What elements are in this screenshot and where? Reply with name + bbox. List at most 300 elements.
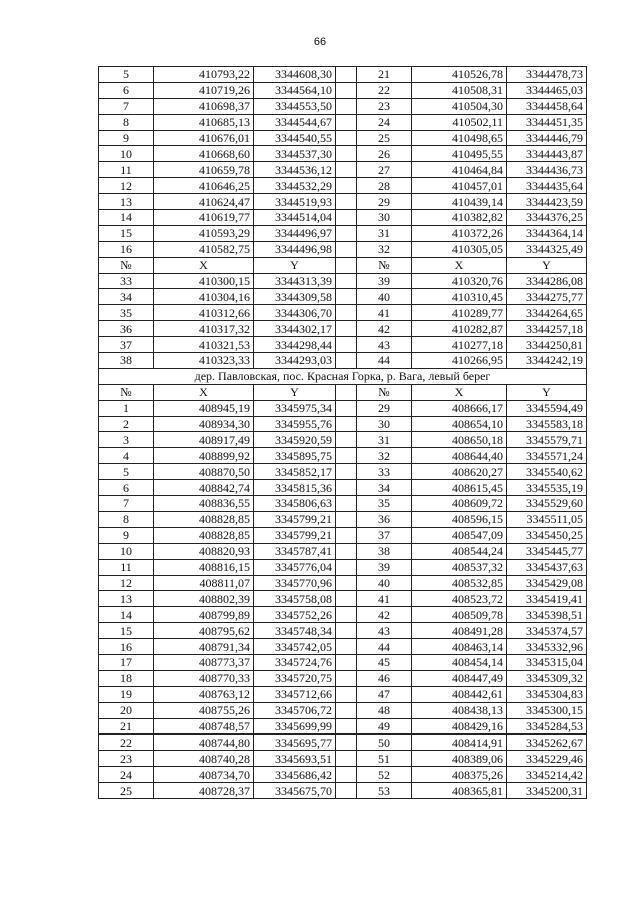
x-coordinate: 408509,78 [412, 607, 507, 623]
x-coordinate: 408666,17 [412, 400, 507, 416]
table-row [99, 210, 587, 226]
y-coordinate: 3344514,04 [254, 210, 336, 226]
table-row [99, 623, 587, 639]
x-coordinate: 410304,16 [154, 289, 254, 305]
gap-cell [336, 543, 357, 559]
gap-cell [336, 527, 357, 543]
y-coordinate: 3344325,49 [507, 241, 587, 257]
y-coordinate: 3345815,36 [254, 480, 336, 496]
point-number: 39 [357, 273, 412, 289]
point-number: 15 [99, 623, 154, 639]
point-number: 16 [99, 639, 154, 655]
x-coordinate: 408438,13 [412, 702, 507, 718]
table-row [99, 702, 587, 718]
x-coordinate: 410372,26 [412, 225, 507, 241]
y-coordinate: 3345852,17 [254, 464, 336, 480]
x-coordinate: 410698,37 [154, 98, 254, 114]
y-coordinate: 3344275,77 [507, 289, 587, 305]
x-coordinate: 408842,74 [154, 480, 254, 496]
x-coordinate: 410582,75 [154, 241, 254, 257]
point-number: 51 [357, 751, 412, 767]
y-coordinate: 3344250,81 [507, 337, 587, 353]
x-coordinate: 410439,14 [412, 194, 507, 210]
table-row [99, 767, 587, 783]
y-coordinate: 3344376,25 [507, 210, 587, 226]
y-coordinate: 3345300,15 [507, 702, 587, 718]
table-row [99, 305, 587, 321]
point-number: 31 [357, 432, 412, 448]
point-number: 40 [357, 289, 412, 305]
point-number: 24 [357, 114, 412, 130]
x-coordinate: 408447,49 [412, 670, 507, 686]
point-number: 35 [99, 305, 154, 321]
x-coordinate: 410457,01 [412, 178, 507, 194]
x-coordinate: 410495,55 [412, 146, 507, 162]
x-coordinate: 410320,76 [412, 273, 507, 289]
gap-cell [336, 114, 357, 130]
point-number: 14 [99, 210, 154, 226]
y-coordinate: 3345398,51 [507, 607, 587, 623]
table-row [99, 194, 587, 210]
y-coordinate: 3345776,04 [254, 559, 336, 575]
y-coordinate: 3345284,53 [507, 718, 587, 734]
gap-cell [336, 67, 357, 83]
table-row [99, 114, 587, 130]
header-num: № [99, 384, 154, 400]
gap-cell [336, 575, 357, 591]
x-coordinate: 408609,72 [412, 496, 507, 512]
y-coordinate: 3345752,26 [254, 607, 336, 623]
point-number: 13 [99, 194, 154, 210]
y-coordinate: 3345262,67 [507, 734, 587, 750]
x-coordinate: 408791,34 [154, 639, 254, 655]
gap-cell [336, 496, 357, 512]
point-number: 8 [99, 114, 154, 130]
point-number: 53 [357, 783, 412, 799]
point-number: 44 [357, 353, 412, 369]
point-number: 34 [357, 480, 412, 496]
y-coordinate: 3344451,35 [507, 114, 587, 130]
point-number: 44 [357, 639, 412, 655]
point-number: 32 [357, 448, 412, 464]
gap-cell [336, 432, 357, 448]
gap-cell [336, 686, 357, 702]
point-number: 23 [99, 751, 154, 767]
y-coordinate: 3345695,77 [254, 734, 336, 750]
table-row [99, 98, 587, 114]
point-number: 48 [357, 702, 412, 718]
x-coordinate: 410266,95 [412, 353, 507, 369]
table-row [99, 686, 587, 702]
x-coordinate: 408917,49 [154, 432, 254, 448]
point-number: 6 [99, 480, 154, 496]
y-coordinate: 3345712,66 [254, 686, 336, 702]
y-coordinate: 3344496,97 [254, 225, 336, 241]
gap-cell [336, 607, 357, 623]
x-coordinate: 410685,13 [154, 114, 254, 130]
y-coordinate: 3345806,63 [254, 496, 336, 512]
x-coordinate: 410624,47 [154, 194, 254, 210]
header-x: X [412, 257, 507, 273]
header-y: Y [507, 257, 587, 273]
point-number: 41 [357, 305, 412, 321]
point-number: 27 [357, 162, 412, 178]
point-number: 21 [99, 718, 154, 734]
y-coordinate: 3345229,46 [507, 751, 587, 767]
gap-cell [336, 480, 357, 496]
y-coordinate: 3345706,72 [254, 702, 336, 718]
x-coordinate: 410508,31 [412, 82, 507, 98]
x-coordinate: 408773,37 [154, 654, 254, 670]
table-row [99, 527, 587, 543]
x-coordinate: 410310,45 [412, 289, 507, 305]
y-coordinate: 3344540,55 [254, 130, 336, 146]
header-row [99, 257, 587, 273]
y-coordinate: 3345535,19 [507, 480, 587, 496]
y-coordinate: 3344537,30 [254, 146, 336, 162]
point-number: 35 [357, 496, 412, 512]
table-row [99, 654, 587, 670]
gap-cell [336, 353, 357, 369]
point-number: 30 [357, 416, 412, 432]
point-number: 33 [99, 273, 154, 289]
y-coordinate: 3345309,32 [507, 670, 587, 686]
gap-cell [336, 718, 357, 734]
gap-cell [336, 178, 357, 194]
table-row [99, 241, 587, 257]
y-coordinate: 3344532,29 [254, 178, 336, 194]
point-number: 19 [99, 686, 154, 702]
y-coordinate: 3345955,76 [254, 416, 336, 432]
x-coordinate: 410646,25 [154, 178, 254, 194]
table-row [99, 416, 587, 432]
gap-cell [336, 321, 357, 337]
x-coordinate: 410668,60 [154, 146, 254, 162]
x-coordinate: 410382,82 [412, 210, 507, 226]
point-number: 50 [357, 734, 412, 750]
x-coordinate: 408491,28 [412, 623, 507, 639]
table-row [99, 607, 587, 623]
header-y: Y [254, 384, 336, 400]
header-row [99, 384, 587, 400]
x-coordinate: 410321,53 [154, 337, 254, 353]
y-coordinate: 3344496,98 [254, 241, 336, 257]
x-coordinate: 408934,30 [154, 416, 254, 432]
x-coordinate: 408654,10 [412, 416, 507, 432]
x-coordinate: 408728,37 [154, 783, 254, 799]
point-number: 9 [99, 130, 154, 146]
gap-cell [336, 464, 357, 480]
table-row [99, 321, 587, 337]
point-number: 18 [99, 670, 154, 686]
x-coordinate: 408615,45 [412, 480, 507, 496]
x-coordinate: 408389,06 [412, 751, 507, 767]
x-coordinate: 408644,40 [412, 448, 507, 464]
point-number: 4 [99, 448, 154, 464]
gap-cell [336, 751, 357, 767]
x-coordinate: 408770,33 [154, 670, 254, 686]
x-coordinate: 408734,70 [154, 767, 254, 783]
point-number: 36 [99, 321, 154, 337]
table-row [99, 718, 587, 734]
point-number: 46 [357, 670, 412, 686]
gap-cell [336, 384, 357, 400]
x-coordinate: 408454,14 [412, 654, 507, 670]
header-x: X [154, 257, 254, 273]
y-coordinate: 3345742,05 [254, 639, 336, 655]
point-number: 43 [357, 337, 412, 353]
table-row [99, 496, 587, 512]
point-number: 1 [99, 400, 154, 416]
y-coordinate: 3345437,63 [507, 559, 587, 575]
gap-cell [336, 448, 357, 464]
gap-cell [336, 225, 357, 241]
gap-cell [336, 670, 357, 686]
y-coordinate: 3345799,21 [254, 527, 336, 543]
y-coordinate: 3344519,93 [254, 194, 336, 210]
x-coordinate: 408365,81 [412, 783, 507, 799]
gap-cell [336, 210, 357, 226]
gap-cell [336, 257, 357, 273]
x-coordinate: 408816,15 [154, 559, 254, 575]
point-number: 13 [99, 591, 154, 607]
table-row [99, 289, 587, 305]
x-coordinate: 408870,50 [154, 464, 254, 480]
gap-cell [336, 783, 357, 799]
point-number: 42 [357, 607, 412, 623]
x-coordinate: 410719,26 [154, 82, 254, 98]
table-row [99, 670, 587, 686]
x-coordinate: 408945,19 [154, 400, 254, 416]
table-row [99, 130, 587, 146]
x-coordinate: 408836,55 [154, 496, 254, 512]
x-coordinate: 408547,09 [412, 527, 507, 543]
y-coordinate: 3345748,34 [254, 623, 336, 639]
gap-cell [336, 273, 357, 289]
x-coordinate: 408795,62 [154, 623, 254, 639]
gap-cell [336, 639, 357, 655]
page-number: 66 [313, 36, 327, 48]
y-coordinate: 3344306,70 [254, 305, 336, 321]
y-coordinate: 3344286,08 [507, 273, 587, 289]
y-coordinate: 3345920,59 [254, 432, 336, 448]
point-number: 7 [99, 98, 154, 114]
table-row [99, 464, 587, 480]
section-title-row [99, 368, 587, 384]
x-coordinate: 408463,14 [412, 639, 507, 655]
x-coordinate: 410282,87 [412, 321, 507, 337]
x-coordinate: 410317,32 [154, 321, 254, 337]
y-coordinate: 3345529,60 [507, 496, 587, 512]
gap-cell [336, 337, 357, 353]
y-coordinate: 3344608,30 [254, 67, 336, 83]
y-coordinate: 3344478,73 [507, 67, 587, 83]
x-coordinate: 410289,77 [412, 305, 507, 321]
gap-cell [336, 511, 357, 527]
point-number: 43 [357, 623, 412, 639]
point-number: 23 [357, 98, 412, 114]
point-number: 40 [357, 575, 412, 591]
y-coordinate: 3344435,64 [507, 178, 587, 194]
y-coordinate: 3344544,67 [254, 114, 336, 130]
point-number: 32 [357, 241, 412, 257]
point-number: 22 [357, 82, 412, 98]
header-num: № [99, 257, 154, 273]
x-coordinate: 410676,01 [154, 130, 254, 146]
y-coordinate: 3345579,71 [507, 432, 587, 448]
point-number: 29 [357, 400, 412, 416]
gap-cell [336, 559, 357, 575]
gap-cell [336, 623, 357, 639]
point-number: 45 [357, 654, 412, 670]
table-row [99, 448, 587, 464]
y-coordinate: 3345304,83 [507, 686, 587, 702]
y-coordinate: 3344443,87 [507, 146, 587, 162]
point-number: 21 [357, 67, 412, 83]
y-coordinate: 3345332,96 [507, 639, 587, 655]
table-row [99, 591, 587, 607]
point-number: 14 [99, 607, 154, 623]
x-coordinate: 410464,84 [412, 162, 507, 178]
table-row [99, 783, 587, 799]
y-coordinate: 3345594,49 [507, 400, 587, 416]
y-coordinate: 3344436,73 [507, 162, 587, 178]
point-number: 38 [99, 353, 154, 369]
point-number: 31 [357, 225, 412, 241]
point-number: 10 [99, 543, 154, 559]
point-number: 17 [99, 654, 154, 670]
y-coordinate: 3345686,42 [254, 767, 336, 783]
gap-cell [336, 98, 357, 114]
y-coordinate: 3345895,75 [254, 448, 336, 464]
x-coordinate: 408799,89 [154, 607, 254, 623]
point-number: 25 [357, 130, 412, 146]
table-row [99, 273, 587, 289]
y-coordinate: 3345693,51 [254, 751, 336, 767]
gap-cell [336, 289, 357, 305]
gap-cell [336, 400, 357, 416]
table-row [99, 751, 587, 767]
y-coordinate: 3345571,24 [507, 448, 587, 464]
x-coordinate: 408899,92 [154, 448, 254, 464]
gap-cell [336, 767, 357, 783]
point-number: 34 [99, 289, 154, 305]
y-coordinate: 3345419,41 [507, 591, 587, 607]
x-coordinate: 408532,85 [412, 575, 507, 591]
header-num: № [357, 384, 412, 400]
x-coordinate: 410619,77 [154, 210, 254, 226]
y-coordinate: 3345540,62 [507, 464, 587, 480]
point-number: 25 [99, 783, 154, 799]
table-row [99, 639, 587, 655]
x-coordinate: 408828,85 [154, 527, 254, 543]
point-number: 10 [99, 146, 154, 162]
y-coordinate: 3345583,18 [507, 416, 587, 432]
point-number: 52 [357, 767, 412, 783]
y-coordinate: 3344364,14 [507, 225, 587, 241]
y-coordinate: 3345720,75 [254, 670, 336, 686]
point-number: 37 [357, 527, 412, 543]
y-coordinate: 3344458,64 [507, 98, 587, 114]
y-coordinate: 3344293,03 [254, 353, 336, 369]
section-title: дер. Павловская, пос. Красная Горка, р. Вага, левый берег [99, 368, 587, 384]
gap-cell [336, 416, 357, 432]
point-number: 8 [99, 511, 154, 527]
y-coordinate: 3344264,65 [507, 305, 587, 321]
table-row [99, 178, 587, 194]
point-number: 36 [357, 511, 412, 527]
y-coordinate: 3345975,34 [254, 400, 336, 416]
gap-cell [336, 591, 357, 607]
point-number: 38 [357, 543, 412, 559]
point-number: 5 [99, 67, 154, 83]
point-number: 39 [357, 559, 412, 575]
x-coordinate: 408740,28 [154, 751, 254, 767]
y-coordinate: 3345699,99 [254, 718, 336, 734]
point-number: 11 [99, 162, 154, 178]
header-y: Y [507, 384, 587, 400]
table-row [99, 225, 587, 241]
point-number: 30 [357, 210, 412, 226]
point-number: 2 [99, 416, 154, 432]
y-coordinate: 3344536,12 [254, 162, 336, 178]
y-coordinate: 3344553,50 [254, 98, 336, 114]
table-row [99, 162, 587, 178]
point-number: 12 [99, 575, 154, 591]
gap-cell [336, 654, 357, 670]
x-coordinate: 410593,29 [154, 225, 254, 241]
point-number: 33 [357, 464, 412, 480]
point-number: 22 [99, 734, 154, 750]
y-coordinate: 3345374,57 [507, 623, 587, 639]
y-coordinate: 3345787,41 [254, 543, 336, 559]
y-coordinate: 3345675,70 [254, 783, 336, 799]
table-row [99, 559, 587, 575]
x-coordinate: 408442,61 [412, 686, 507, 702]
x-coordinate: 410526,78 [412, 67, 507, 83]
table-row [99, 353, 587, 369]
point-number: 26 [357, 146, 412, 162]
x-coordinate: 410793,22 [154, 67, 254, 83]
y-coordinate: 3345799,21 [254, 511, 336, 527]
table-row [99, 82, 587, 98]
gap-cell [336, 702, 357, 718]
gap-cell [336, 82, 357, 98]
x-coordinate: 410498,65 [412, 130, 507, 146]
table-row [99, 543, 587, 559]
y-coordinate: 3344446,79 [507, 130, 587, 146]
x-coordinate: 408375,26 [412, 767, 507, 783]
gap-cell [336, 162, 357, 178]
y-coordinate: 3345214,42 [507, 767, 587, 783]
x-coordinate: 408802,39 [154, 591, 254, 607]
y-coordinate: 3344313,39 [254, 273, 336, 289]
coordinates-table [98, 66, 587, 799]
table-row [99, 480, 587, 496]
point-number: 5 [99, 464, 154, 480]
x-coordinate: 408414,91 [412, 734, 507, 750]
header-y: Y [254, 257, 336, 273]
y-coordinate: 3345429,08 [507, 575, 587, 591]
x-coordinate: 408537,32 [412, 559, 507, 575]
table-row [99, 337, 587, 353]
point-number: 37 [99, 337, 154, 353]
x-coordinate: 410659,78 [154, 162, 254, 178]
table-row [99, 511, 587, 527]
y-coordinate: 3344465,03 [507, 82, 587, 98]
y-coordinate: 3345511,05 [507, 511, 587, 527]
x-coordinate: 408523,72 [412, 591, 507, 607]
